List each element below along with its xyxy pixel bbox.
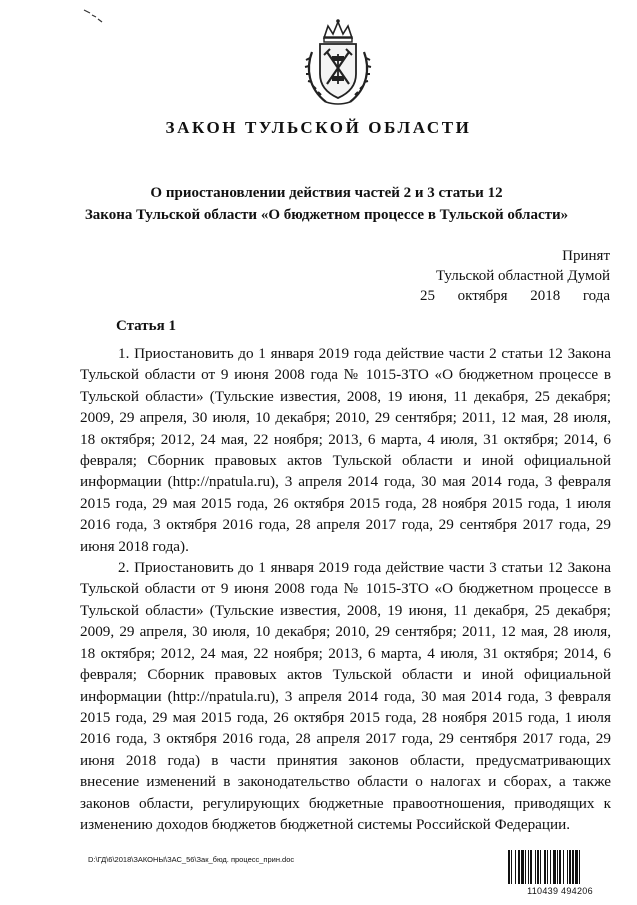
paragraph-2: 2. Приостановить до 1 января 2019 года действие части 3 статьи 12 Закона Тульской области от 9 июня 2008 года № 1015-ЗТО «О бюджетном процессе в Тульской области» (Тульские известия, 2008, 19 июня, 11 декабря, 25 декабря; 2009, 29 апреля, 30 июля, 10 декабря; 2010, 29 сентября; 2011, 12 мая, 28 июля, 18 октября; 2012, 24 мая, 22 ноября; 2013, 6 марта, 4 июля, 31 октября; 2014, 6 февраля; Сборник правовых актов Тульской области и иной официальной информации (http://npatula.ru), 3 апреля 2014 года, 30 мая 2014 года, 3 февраля 2015 года, 29 мая 2015 года, 26 октября 2015 года, 28 ноября 2015 года, 1 июля 2016 года, 3 октября 2016 года, 28 апреля 2017 года, 29 сентября 2017 года, 29 июня 2018 года) в части принятия законов области, предусматривающих внесение изменений в законодательство области о налогах и сборах, а также законов области, регулирующих бюджетные правоотношения, приводящих к изменению доходов бюджетов бюджетной системы Российской Федерации. [80, 559, 611, 833]
paragraph-1: 1. Приостановить до 1 января 2019 года действие части 2 статьи 12 Закона Тульской области от 9 июня 2008 года № 1015-ЗТО «О бюджетном процессе в Тульской области» (Тульские известия, 2008, 19 июня, 11 декабря, 25 декабря; 2009, 29 апреля, 30 июля, 10 декабря; 2010, 29 сентября; 2011, 12 мая, 28 июля, 18 октября; 2012, 24 мая, 22 ноября; 2013, 6 марта, 4 июля, 31 октября; 2014, 6 февраля; Сборник правовых актов Тульской области и иной официальной информации (http://npatula.ru), 3 апреля 2014 года, 30 мая 2014 года, 3 февраля 2015 года, 29 мая 2015 года, 26 октября 2015 года, 28 ноября 2015 года, 1 июля 2016 года, 3 октября 2016 года, 28 апреля 2017 года, 29 сентября 2017 года, 29 июня 2018 года). [80, 345, 611, 555]
barcode-icon [506, 850, 614, 886]
adoption-block [420, 246, 610, 306]
document-title-line-1: О приостановлении действия частей 2 и 3 статьи 12 [150, 185, 503, 201]
law-title: ЗАКОН ТУЛЬСКОЙ ОБЛАСТИ [165, 118, 472, 137]
file-path-footer: D:\ГД\6\2018\ЗАКОНЫ\ЗАС_56\Зак_бюд. процесс_прин.doc [88, 855, 295, 864]
scan-mark-icon [82, 8, 104, 24]
adoption-month: октября [457, 288, 508, 304]
adoption-day: 25 [420, 288, 435, 304]
adoption-date [420, 286, 610, 306]
article-body [80, 343, 611, 835]
document-title-line-2: Закона Тульской области «О бюджетном процессе в Тульской области» [84, 207, 569, 223]
document-title [60, 182, 593, 226]
adopting-body: Тульской областной Думой [435, 268, 610, 284]
barcode [506, 850, 614, 896]
adoption-year-word: года [582, 288, 610, 304]
tula-coat-of-arms-icon [302, 18, 374, 108]
adopted-label: Принят [562, 248, 610, 264]
barcode-number: 110439 494206 [527, 886, 593, 896]
article-heading: Статья 1 [116, 318, 176, 334]
adoption-year: 2018 [530, 288, 561, 304]
